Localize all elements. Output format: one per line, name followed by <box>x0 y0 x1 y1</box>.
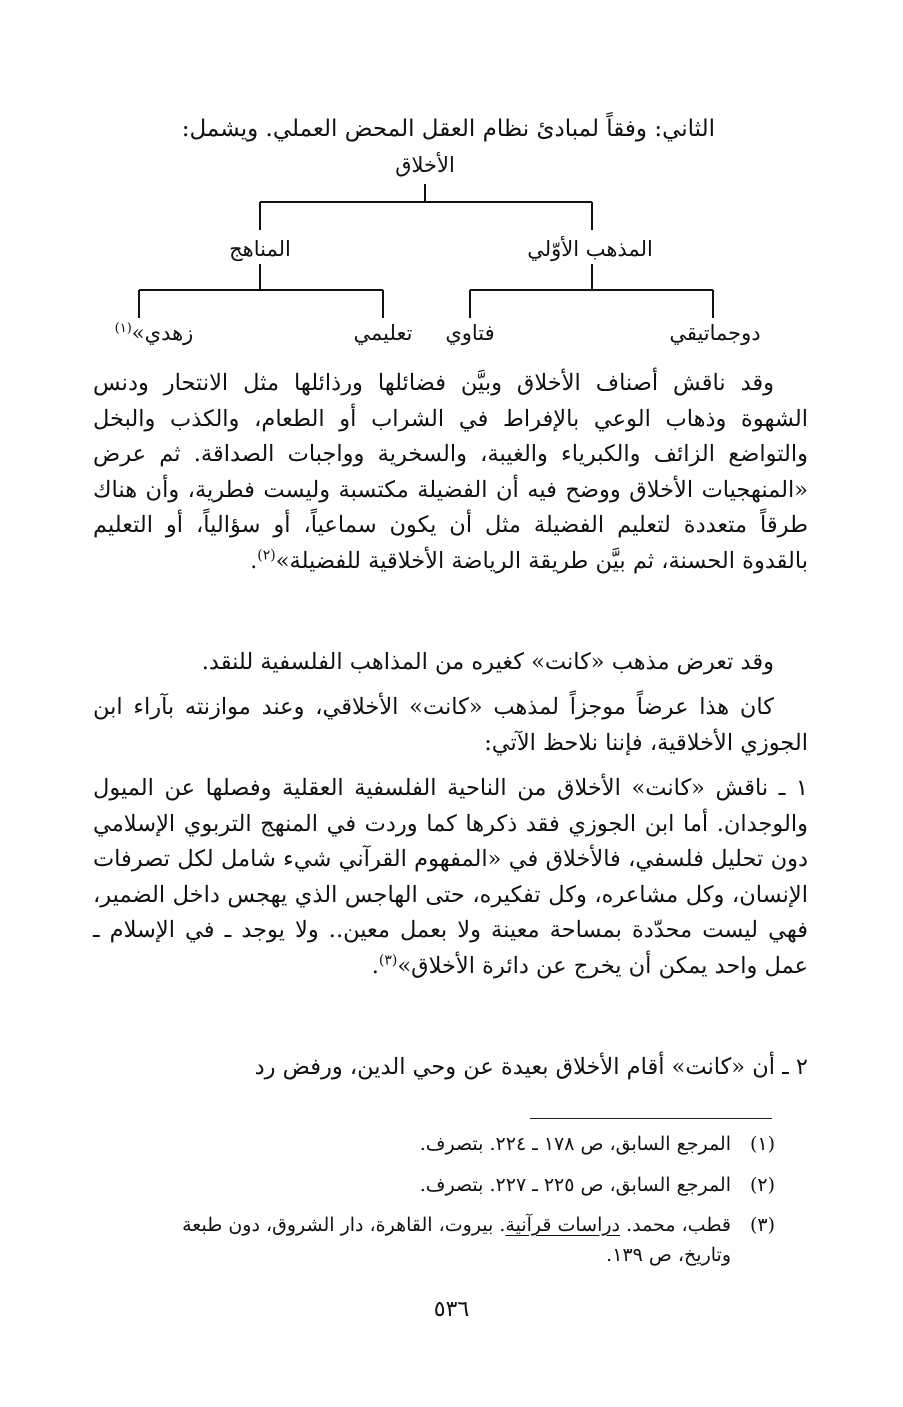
paragraph-1-end: . <box>250 547 258 574</box>
paragraph-5-text: ٢ ـ أن «كانت» أقام الأخلاق بعيدة عن وحي الدين، ورفض رد <box>254 1054 808 1080</box>
paragraph-1-text: وقد ناقش أصناف الأخلاق وبيَّن فضائلها ورذائلها مثل الانتحار ودنس الشهوة وذهاب الوعي بالإفراط في الشراب أو الطعام، والكذب والبخل والتواضع الزائف والكبرياء والغيبة، والسخرية وواجبات الصداقة. ثم عرض «المنهجيات الأخلاق ووضح فيه أن الفضيلة مكتسبة وليست فطرية، وأن هناك طرقاً متعددة لتعليم الفضيلة مثل أن يكون سماعياً، أو سؤالياً، أو التعليم بالقدوة الحسنة، ثم بيَّن طريقة الرياضة الأخلاقية للفضيلة» <box>93 370 808 574</box>
footnote-3-book-title: دراسات قرآنية <box>505 1214 621 1236</box>
footnote-1-text: المرجع السابق، ص ١٧٨ ـ ٢٢٤. بتصرف. <box>419 1133 731 1155</box>
tree-leaf-zuhdi <box>105 320 203 346</box>
footnote-3-number: (٣) <box>749 1214 775 1236</box>
paragraph-4 <box>93 771 808 984</box>
ethics-tree-diagram <box>0 150 903 360</box>
paragraph-1 <box>93 366 808 579</box>
paragraph-4-text: ١ ـ ناقش «كانت» الأخلاق من الناحية الفلسفية العقلية وفصلها عن الميول والوجدان. أما ابن الجوزي فقد ذكرها كما وردت في المنهج التربوي الإسلامي دون تحليل فلسفي، فالأخلاق في «المفهوم القرآني شيء شامل لكل تصرفات الإنسان، وكل مشاعره، وكل تفكيره، حتى الهاجس الذي يهجس داخل الضمير، فهي ليست محدّدة بمساحة معينة ولا بعمل معين.. ولا يوجد ـ في الإسلام ـ عمل واحد يمكن أن يخرج عن دائرة الأخلاق» <box>93 775 808 979</box>
tree-node-methods: المناهج <box>229 237 291 261</box>
footnote-2 <box>85 1170 775 1200</box>
footnote-3-continuation: وتاريخ، ص ١٣٩. <box>606 1244 731 1266</box>
footnote-1-number: (١) <box>749 1133 775 1155</box>
tree-leaf-dogmatic: دوجماتيقي <box>669 321 761 345</box>
footnote-3-author: قطب، محمد. <box>626 1214 731 1236</box>
tree-leaf-talimi: تعليمي <box>353 321 413 345</box>
tree-root-ethics: الأخلاق <box>395 153 455 177</box>
paragraph-5 <box>93 1050 808 1086</box>
paragraph-3-text: كان هذا عرضاً موجزاً لمذهب «كانت» الأخلاقي، وعند موازنته بآراء ابن الجوزي الأخلاقية، فإننا نلاحظ الآتي: <box>93 694 808 756</box>
footnote-2-number: (٢) <box>749 1174 775 1196</box>
paragraph-2 <box>93 645 808 681</box>
page-number: ٥٣٦ <box>433 1297 470 1322</box>
footnote-3-publisher: . بيروت، القاهرة، دار الشروق، دون طبعة <box>182 1214 506 1236</box>
footnote-1 <box>85 1129 775 1159</box>
section-heading: الثاني: وفقاً لمبادئ نظام العقل المحض العملي. ويشمل: <box>181 116 715 142</box>
footnote-3 <box>85 1210 775 1270</box>
paragraph-4-end: . <box>371 952 379 979</box>
paragraph-3 <box>93 690 808 761</box>
zuhdi-label: زهدي» <box>131 321 194 345</box>
footnote-ref-3: (٣) <box>378 952 398 968</box>
footnote-separator <box>530 1118 772 1119</box>
tree-node-primary-doctrine: المذهب الأوّلي <box>527 237 653 261</box>
paragraph-2-text: وقد تعرض مذهب «كانت» كغيره من المذاهب الفلسفية للنقد. <box>201 649 774 675</box>
tree-leaf-fatawi: فتاوي <box>445 321 495 345</box>
footnote-ref-1: (١) <box>114 321 132 336</box>
footnote-2-text: المرجع السابق، ص ٢٢٥ ـ ٢٢٧. بتصرف. <box>419 1174 731 1196</box>
footnote-ref-2: (٢) <box>257 547 276 563</box>
